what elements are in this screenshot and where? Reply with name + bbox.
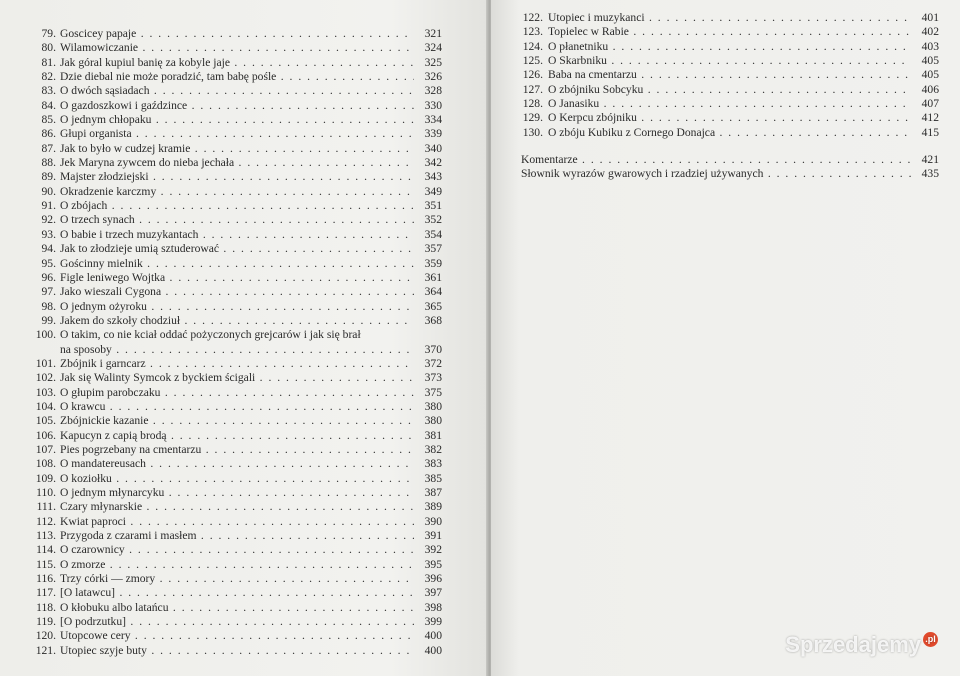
entry-page-number: 339 — [424, 127, 442, 141]
entry-title: Topielec w Rabie . . . — [548, 25, 911, 39]
entry-title: Pies pogrzebany na cmentarzu . . . — [60, 443, 414, 457]
entry-title: O trzech synach . . . — [60, 213, 414, 227]
entry-page-number: 354 — [424, 227, 442, 241]
entry-number: 119. — [36, 615, 56, 629]
entry-page-number: 373 — [424, 371, 442, 385]
toc-entry — [519, 126, 939, 140]
entry-page-number: 403 — [921, 39, 939, 53]
entry-number: 98. — [41, 299, 56, 313]
entry-page-number: 365 — [424, 299, 442, 313]
entry-title: O kłobuku albo latańcu . . . — [60, 601, 414, 615]
entry-number: 100. — [35, 328, 56, 342]
entry-page-number: 398 — [424, 600, 442, 614]
entry-number: 80. — [41, 41, 56, 55]
entry-title: Goscicey papaje . . . — [60, 27, 414, 41]
entry-page-number: 389 — [424, 500, 442, 514]
entry-page-number: 400 — [424, 643, 442, 657]
entry-number: 124. — [522, 39, 543, 53]
entry-page-number: 342 — [424, 156, 442, 170]
entry-page-number: 351 — [424, 199, 442, 213]
watermark-text: Sprzedajemy — [785, 632, 921, 657]
entry-page-number: 400 — [424, 629, 442, 643]
entry-number: 93. — [41, 227, 56, 241]
toc-entry — [28, 400, 442, 414]
entry-number: 130. — [522, 125, 543, 139]
entry-title: Kwiat paproci . . . — [60, 515, 414, 529]
entry-number: 123. — [522, 25, 543, 39]
toc-entry — [28, 371, 442, 385]
entry-page-number: 382 — [424, 442, 442, 456]
entry-title-continuation: na sposoby . . . — [60, 343, 414, 357]
entry-number: 103. — [35, 385, 56, 399]
toc-entry — [28, 99, 442, 113]
entry-number: 120. — [35, 629, 56, 643]
entry-number: 125. — [522, 54, 543, 68]
entry-title: Utopiec szyje buty . . . — [60, 644, 414, 658]
entry-title: Przygoda z czarami i masłem . . . — [60, 529, 414, 543]
entry-page-number: 435 — [921, 167, 939, 181]
toc-entry — [28, 486, 442, 500]
toc-entry — [28, 357, 442, 371]
toc-entry — [28, 56, 442, 70]
entry-title: O babie i trzech muzykantach . . . — [60, 228, 414, 242]
entry-page-number: 334 — [424, 113, 442, 127]
entry-number: 90. — [41, 184, 56, 198]
entry-title: Jak się Walinty Symcok z byckiem ścigali . . . — [60, 371, 414, 385]
entry-number: 113. — [36, 529, 56, 543]
entry-number: 110. — [36, 486, 56, 499]
entry-page-number: 361 — [424, 270, 442, 284]
entry-number: 129. — [522, 111, 543, 125]
entry-title: Głupi organista . . . — [60, 127, 414, 141]
entry-title: Zbójnik i garncarz . . . — [60, 357, 414, 371]
entry-number: 109. — [35, 471, 56, 485]
right-toc-list — [519, 11, 939, 140]
entry-page-number: 359 — [424, 256, 442, 270]
entry-title: O głupim parobczaku . . . — [60, 386, 414, 400]
entry-page-number: 392 — [424, 543, 442, 557]
entry-title: O zbóju Kubiku z Cornego Donajca . . . — [548, 126, 911, 140]
left-toc-list — [28, 27, 442, 658]
entry-page-number: 407 — [921, 97, 939, 111]
entry-number: 118. — [36, 600, 56, 614]
watermark-suffix: .pl — [923, 632, 938, 647]
toc-entry — [519, 83, 939, 97]
toc-entry — [28, 443, 442, 457]
entry-page-number: 381 — [424, 428, 442, 442]
toc-entry — [28, 300, 442, 314]
toc-entry — [28, 41, 442, 55]
toc-entry — [28, 500, 442, 514]
entry-number: 112. — [36, 514, 56, 528]
entry-page-number: 412 — [921, 111, 939, 125]
entry-number: 86. — [41, 127, 56, 141]
entry-number: 116. — [36, 572, 56, 586]
entry-number: 106. — [35, 428, 56, 442]
toc-entry — [28, 84, 442, 98]
entry-title: Gościnny mielnik . . . — [60, 257, 414, 271]
entry-title: Trzy córki — zmory . . . — [60, 572, 414, 586]
entry-number: 117. — [36, 586, 56, 600]
entry-page-number: 380 — [424, 414, 442, 428]
entry-title: O koziołku . . . — [60, 472, 414, 486]
entry-number: 92. — [41, 213, 56, 227]
entry-title: O mandatereusach . . . — [60, 457, 414, 471]
entry-title: Słownik wyrazów gwarowych i rzadziej używanych . . . — [521, 167, 911, 181]
entry-page-number: 368 — [424, 313, 442, 327]
entry-title: Zbójnickie kazanie . . . — [60, 414, 414, 428]
entry-page-number: 343 — [424, 170, 442, 184]
toc-entry — [28, 27, 442, 41]
toc-entry — [28, 558, 442, 572]
toc-entry — [28, 457, 442, 471]
toc-entry — [28, 70, 442, 84]
entry-number: 111. — [36, 500, 56, 514]
entry-title: Majster złodziejski . . . — [60, 170, 414, 184]
toc-entry — [28, 257, 442, 271]
entry-title: Jak to było w cudzej kramie . . . — [60, 142, 414, 156]
entry-title: O krawcu . . . — [60, 400, 414, 414]
entry-page-number: 349 — [424, 184, 442, 198]
entry-page-number: 385 — [424, 471, 442, 485]
entry-page-number: 415 — [921, 125, 939, 139]
entry-title: O Kerpcu zbójniku . . . — [548, 111, 911, 125]
entry-page-number: 364 — [424, 285, 442, 299]
entry-title: Baba na cmentarzu . . . — [548, 68, 911, 82]
entry-number: 96. — [41, 270, 56, 284]
toc-entry — [521, 153, 939, 167]
entry-title: [O latawcu] . . . — [60, 586, 414, 600]
toc-entry — [28, 629, 442, 643]
toc-entry — [519, 11, 939, 25]
toc-entry — [28, 586, 442, 600]
entry-number: 115. — [36, 557, 56, 571]
toc-entry — [28, 185, 442, 199]
entry-page-number: 396 — [424, 572, 442, 586]
toc-entry — [521, 167, 939, 181]
entry-title: Utopcowe cery . . . — [60, 629, 414, 643]
entry-page-number: 399 — [424, 615, 442, 629]
entry-number: 122. — [522, 11, 543, 24]
entry-page-number: 324 — [424, 41, 442, 55]
entry-number: 114. — [36, 543, 56, 557]
entry-page-number: 328 — [424, 84, 442, 98]
toc-entry — [28, 170, 442, 184]
entry-number: 128. — [522, 97, 543, 111]
toc-entry — [28, 572, 442, 586]
toc-entry — [28, 414, 442, 428]
entry-number: 88. — [41, 156, 56, 170]
entry-number: 107. — [35, 442, 56, 456]
toc-entry — [28, 644, 442, 658]
toc-entry — [28, 314, 442, 328]
toc-entry — [28, 601, 442, 615]
entry-title: Czary młynarskie . . . — [60, 500, 414, 514]
entry-title: O zmorze . . . — [60, 558, 414, 572]
toc-entry — [28, 386, 442, 400]
entry-number: 89. — [41, 170, 56, 184]
entry-title: O płanetniku . . . — [548, 40, 911, 54]
toc-entry — [519, 25, 939, 39]
watermark-logo — [785, 632, 938, 658]
entry-number: 79. — [41, 27, 56, 40]
entry-page-number: 330 — [424, 98, 442, 112]
entry-number: 82. — [41, 70, 56, 84]
toc-entry — [28, 515, 442, 529]
entry-title: O Skarbniku . . . — [548, 54, 911, 68]
entry-title: O takim, co nie kciał oddać pożyczonych grejcarów i jak się brał — [60, 328, 361, 342]
entry-title: Jak góral kupiul banię za kobyle jaje . . . — [60, 56, 414, 70]
entry-number: 127. — [522, 82, 543, 96]
entry-title: Jek Maryna zywcem do nieba jechała . . . — [60, 156, 414, 170]
entry-title: Jakem do szkoły chodziuł . . . — [60, 314, 414, 328]
entry-title: Kapucyn z capią brodą . . . — [60, 429, 414, 443]
entry-number: 99. — [41, 313, 56, 327]
toc-entry — [28, 156, 442, 170]
entry-number: 85. — [41, 113, 56, 127]
entry-title: Komentarze . . . — [521, 153, 911, 167]
toc-entry — [28, 285, 442, 299]
entry-page-number: 397 — [424, 586, 442, 600]
toc-entry — [519, 97, 939, 111]
entry-number: 104. — [35, 399, 56, 413]
entry-number: 108. — [35, 457, 56, 471]
appendix-list — [521, 153, 939, 182]
toc-entry — [28, 615, 442, 629]
entry-title: Figle leniwego Wojtka . . . — [60, 271, 414, 285]
toc-entry — [28, 213, 442, 227]
entry-page-number: 326 — [424, 70, 442, 84]
entry-page-number: 372 — [424, 356, 442, 370]
entry-title: Jako wieszali Cygona . . . — [60, 285, 414, 299]
entry-number: 126. — [522, 68, 543, 82]
entry-number: 91. — [41, 199, 56, 213]
toc-entry — [28, 529, 442, 543]
entry-title: O Janasiku . . . — [548, 97, 911, 111]
entry-page-number: 380 — [424, 399, 442, 413]
toc-entry — [519, 111, 939, 125]
entry-page-number: 340 — [424, 141, 442, 155]
toc-entry — [28, 113, 442, 127]
toc-entry — [519, 40, 939, 54]
entry-page-number: 375 — [424, 385, 442, 399]
toc-entry — [28, 328, 442, 357]
entry-title: O jednym chłopaku . . . — [60, 113, 414, 127]
entry-title: Jak to złodzieje umią sztuderować . . . — [60, 242, 414, 256]
entry-page-number: 405 — [921, 68, 939, 82]
entry-title: O jednym ożyroku . . . — [60, 300, 414, 314]
entry-page-number: 391 — [424, 529, 442, 543]
entry-page-number: 421 — [921, 153, 939, 166]
toc-entry — [519, 54, 939, 68]
entry-title: Wilamowiczanie . . . — [60, 41, 414, 55]
toc-entry — [519, 68, 939, 82]
entry-page-number: 390 — [424, 514, 442, 528]
entry-page-number: 383 — [424, 457, 442, 471]
entry-title: O gazdoszkowi i gaździnce . . . — [60, 99, 414, 113]
entry-page-number: 387 — [424, 486, 442, 499]
entry-number: 94. — [41, 242, 56, 256]
toc-entry — [28, 271, 442, 285]
toc-entry — [28, 543, 442, 557]
entry-number: 101. — [35, 356, 56, 370]
entry-number: 97. — [41, 285, 56, 299]
entry-page-number: 370 — [424, 342, 442, 356]
entry-page-number: 321 — [424, 27, 442, 40]
entry-title: O jednym młynarcyku . . . — [60, 486, 414, 500]
entry-page-number: 401 — [921, 11, 939, 24]
entry-title: Dzie diebal nie może poradzić, tam babę pośle . . . — [60, 70, 414, 84]
entry-page-number: 325 — [424, 55, 442, 69]
entry-page-number: 405 — [921, 54, 939, 68]
entry-page-number: 352 — [424, 213, 442, 227]
entry-number: 95. — [41, 256, 56, 270]
entry-number: 81. — [41, 55, 56, 69]
entry-number: 102. — [35, 371, 56, 385]
toc-entry — [28, 228, 442, 242]
entry-title: O zbójniku Sobcyku . . . — [548, 83, 911, 97]
toc-entry — [28, 429, 442, 443]
entry-number: 83. — [41, 84, 56, 98]
entry-title: [O podrzutku] . . . — [60, 615, 414, 629]
entry-number: 121. — [35, 643, 56, 657]
toc-entry — [28, 242, 442, 256]
entry-number: 84. — [41, 98, 56, 112]
entry-title: O zbójach . . . — [60, 199, 414, 213]
toc-entry — [28, 472, 442, 486]
toc-entry — [28, 142, 442, 156]
entry-page-number: 395 — [424, 557, 442, 571]
entry-title: O dwóch sąsiadach . . . — [60, 84, 414, 98]
toc-entry — [28, 199, 442, 213]
entry-page-number: 406 — [921, 82, 939, 96]
entry-number: 87. — [41, 141, 56, 155]
entry-title: Utopiec i muzykanci . . . — [548, 11, 911, 25]
toc-entry — [28, 127, 442, 141]
entry-number: 105. — [35, 414, 56, 428]
entry-title: Okradzenie karczmy . . . — [60, 185, 414, 199]
entry-page-number: 402 — [921, 25, 939, 39]
entry-title: O czarownicy . . . — [60, 543, 414, 557]
entry-page-number: 357 — [424, 242, 442, 256]
